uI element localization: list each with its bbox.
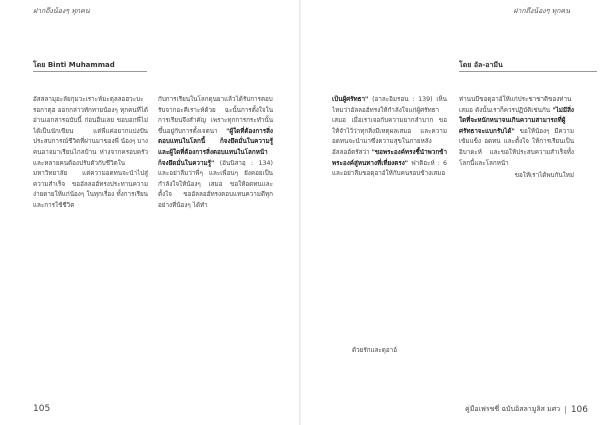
text-column-1 xyxy=(33,95,148,395)
body-text: ขอให้น้องๆ มีความเข้มแข็ง อดทน และตั้งใจ ให้การเรียนเป็นอิบาดะห์ และขอให้ประสบความสำเร็จทั้งโลกนี้และโลกหน้า xyxy=(459,127,574,167)
signature-line: ด้วยรักและดุอาอ์ xyxy=(352,347,397,354)
author-byline: โดย Binti Muhammad xyxy=(33,61,115,69)
page-number: 106 xyxy=(570,404,588,415)
quote-text: "ผู้ใดที่ต้องการสิ่งตอบแทนในโลกนี้ ก็จงยึดมั่นในความรู้ และผู้ใดที่ต้องการสิ่งตอบแทนในโลกหน้า ก็จงยึดมั่นในความรู้" xyxy=(158,127,273,167)
footer-separator: | xyxy=(564,405,567,414)
running-head: ฝากถึงน้องๆ ทุกคน xyxy=(513,7,570,15)
body-text: (อันนิสาอฺ : 134) และอย่าลืมว่าพี่ๆ และเพื่อนๆ ยังคอยเป็นกำลังใจให้น้องๆ เสมอ ขอให้อดทนและตั้งใจ ขออัลลอฮ์ทรงตอบแทนความดีทุกอย่างที่น้องๆ ได้ทำ xyxy=(158,159,273,209)
body-text: ฟาติฮะห์ : 6 และอย่าลืมขอดุอาอ์ให้กับคนรอบข้างเสมอ xyxy=(332,159,447,178)
quote-text: "ขอพระองค์ทรงชี้นำพวกข้าพระองค์สู่หนทางที่เที่ยงตรง" xyxy=(332,148,447,167)
page-footer xyxy=(465,404,588,415)
right-page xyxy=(302,0,600,425)
text-column-2 xyxy=(459,95,574,395)
body-text: (อาละอิมรอน : 139) เห็นไหมว่าอัลลอฮ์ทรงให้กำลังใจแก่ผู้ศรัทธาเสมอ เมื่อเราเจอกับความยากลำบาก ขอให้จำไว้ว่าทุกสิ่งมีเหตุผลเสมอ และความอดทนจะนำมาซึ่งความสุขในภายหลัง อัลลอฮ์ตรัสว่า xyxy=(332,96,447,156)
closing-line: ขอให้เราได้พบกันใหม่ xyxy=(514,172,574,180)
body-text: อัสสลามุอะลัยกุมวะเราะห์มะตุลลอฮวะบะรอกาตุฮ ออกกล่าวทักทายน้องๆ ทุกคนที่ได้อ่านเอกสารฉบับนี้ ก่อนอื่นเลย ขอบอกพี่ไม่ได้เป็นนักเขียน แต่พี่แค่อยากแบ่งปันประสบการณ์ชีวิตที่ผ่านมาของพี่ น้องๆ บางคนอาจมาเรียนไกลบ้าน ห่างจากครอบครัว และหลายคนต้องปรับตัวกับชีวิตในมหาวิทยาลัย แต่ความอดทนจะนำไปสู่ความสำเร็จ ขออัลลอฮ์ทรงประทานความง่ายดายให้แก่น้องๆ ในทุกเรื่อง ทั้งการเรียนและการใช้ชีวิต xyxy=(33,96,148,209)
text-column-2 xyxy=(158,95,273,395)
byline-rule xyxy=(459,71,597,72)
author-byline: โดย อัล-อามีน xyxy=(459,61,503,69)
running-head: ฝากถึงน้องๆ ทุกคน xyxy=(33,7,90,15)
body-text: กับการเรียนในโลกดุนยาแล้วได้รับการตอบรับจากอะคีเราะห์ด้วย ฉะนั้นการตั้งใจในการเรียนจึงสำคัญ เพราะทุกการกระทำนั้นขึ้นอยู่กับการตั้งเจตนา xyxy=(158,96,273,135)
book-gutter xyxy=(299,0,301,425)
body-text: ท่านนบีขอดุอาอ์ให้แก่ประชาชาติของท่านเสมอ ดังนั้นเราก็ควรปฏิบัติเช่นกัน xyxy=(459,96,572,114)
page-number: 105 xyxy=(33,404,51,414)
quote-text: "ไม่มีสิ่งใดที่จะหนักหนาจนเกินความสามารถที่ผู้ศรัทธาจะแบกรับได้" xyxy=(459,106,574,135)
byline-rule xyxy=(33,71,147,72)
quote-text: เป็นผู้ศรัทธา" xyxy=(332,96,369,103)
left-page xyxy=(0,0,298,425)
book-title: คู่มือเฟรชชี่ ฉบับอิสลามูลิส มศว xyxy=(465,405,561,413)
